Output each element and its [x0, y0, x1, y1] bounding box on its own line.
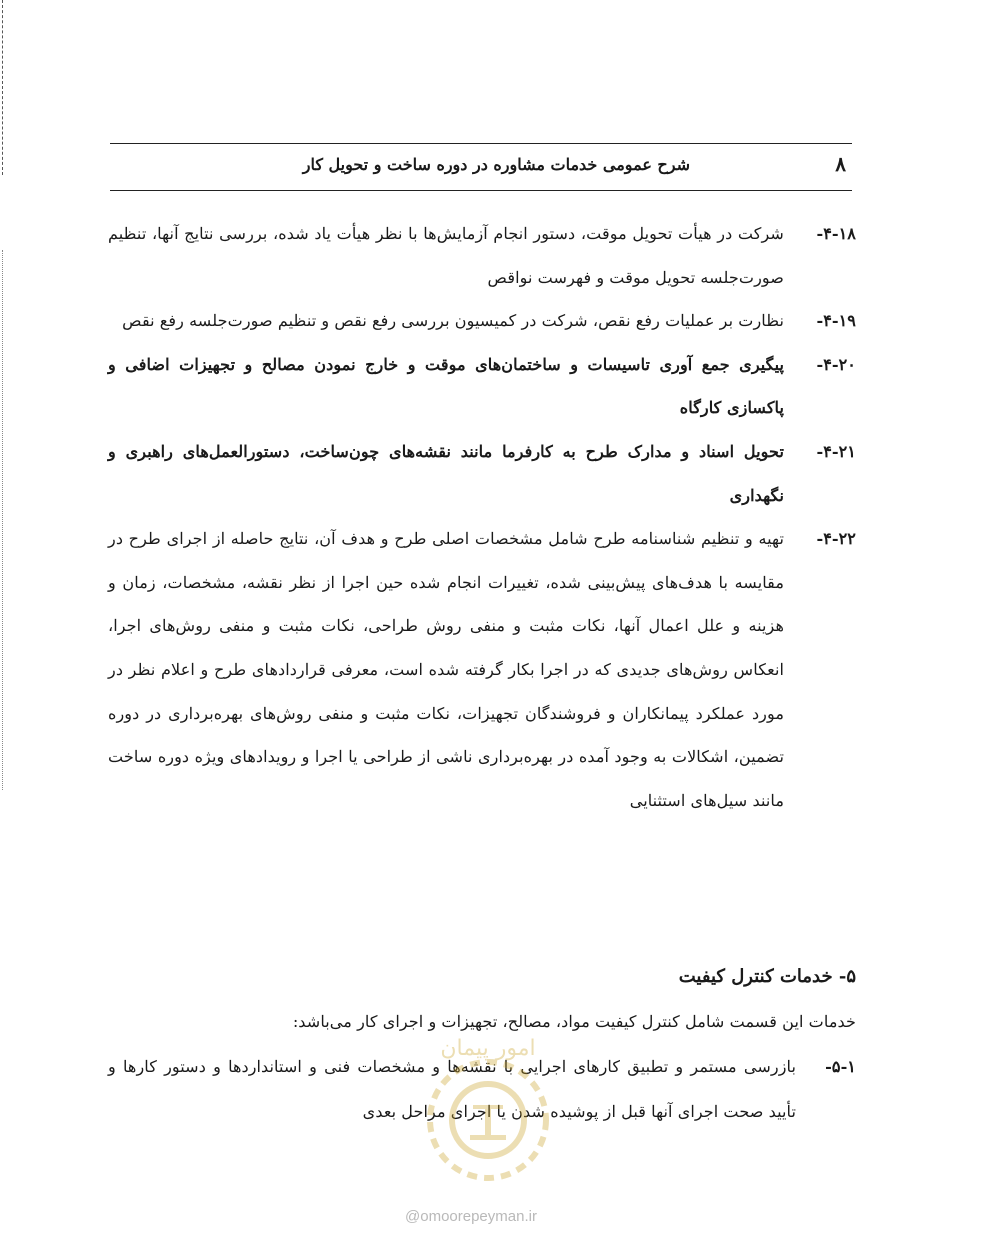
- list-item: [108, 1044, 856, 1134]
- item-number: ۴-۲۱-: [816, 441, 856, 461]
- item-text: تهیه و تنظیم شناسنامه طرح شامل مشخصات اصلی طرح و هدف آن، نتایج حاصله از اجرای طرح در مقایسه با هدف‌های پیش‌بینی شده، تغییرات انجام شده حین اجرا از نظر نقشه، مشخصات، زمان و هزینه و علل اعمال آنها، نکات مثبت و منفی روش طراحی، نکات مثبت و منفی روش‌های اجرا، انعکاس روش‌های جدیدی که در اجرا بکار گرفته شده است، معرفی قراردادهای طرح و اعلام نظر در مورد عملکرد پیمانکاران و فروشندگان تجهیزات، نکات مثبت و منفی روش‌های بهره‌برداری در دوره تضمین، اشکالات به وجود آمده در بهره‌برداری ناشی از طراحی یا اجرا و رویدادهای ویژه دوره ساخت مانند سیل‌های استثنایی: [108, 529, 784, 810]
- item-text: نظارت بر عملیات رفع نقص، شرکت در کمیسیون بررسی رفع نقص و تنظیم صورت‌جلسه رفع نقص: [122, 311, 784, 331]
- item-text: پیگیری جمع آوری تاسیسات و ساختمان‌های موقت و خارج نمودن مصالح و تجهیزات اضافی و پاکسازی کارگاه: [108, 354, 784, 418]
- item-text: تحویل اسناد و مدارک طرح به کارفرما مانند نقشه‌های چون‌ساخت، دستورالعمل‌های راهبری و نگهداری: [108, 441, 784, 505]
- page-header: [110, 143, 852, 191]
- section-quality-control: [108, 955, 856, 1134]
- running-title: شرح عمومی خدمات مشاوره در دوره ساخت و تحویل کار: [302, 155, 690, 174]
- item-number: ۴-۲۲-: [816, 529, 856, 549]
- scan-edge-mark: [2, 250, 3, 790]
- item-number: ۴-۱۹-: [816, 311, 856, 331]
- item-number: ۵-۱-: [825, 1057, 856, 1076]
- page-number: ۸: [835, 152, 846, 176]
- item-number: ۴-۱۸-: [816, 224, 856, 243]
- body-text: [108, 212, 856, 822]
- list-item: [108, 212, 856, 299]
- list-item: [108, 299, 856, 343]
- watermark-logo-text: امور پیمان: [440, 1036, 536, 1061]
- list-item: [108, 517, 856, 822]
- item-text: بازرسی مستمر و تطبیق کارهای اجرایی با نقشه‌ها و مشخصات فنی و استانداردها و دستور کارها و تأیید صحت اجرای آنها قبل از پوشیده شدن یا اجرای مراحل بعدی: [108, 1057, 796, 1121]
- list-item: [108, 430, 856, 517]
- item-text: شرکت در هیأت تحویل موقت، دستور انجام آزمایش‌ها با نظر هیأت یاد شده، بررسی نتایج آنها، تنظیم صورت‌جلسه تحویل موقت و فهرست نواقص: [108, 224, 784, 287]
- scan-edge-mark: [2, 0, 3, 175]
- section-intro: خدمات این قسمت شامل کنترل کیفیت مواد، مصالح، تجهیزات و اجرای کار می‌باشد:: [292, 1012, 856, 1031]
- section-heading: ۵- خدمات کنترل کیفیت: [678, 966, 856, 987]
- item-number: ۴-۲۰-: [816, 354, 856, 374]
- watermark-handle: @omoorepeyman.ir: [405, 1208, 537, 1225]
- list-item: [108, 343, 856, 430]
